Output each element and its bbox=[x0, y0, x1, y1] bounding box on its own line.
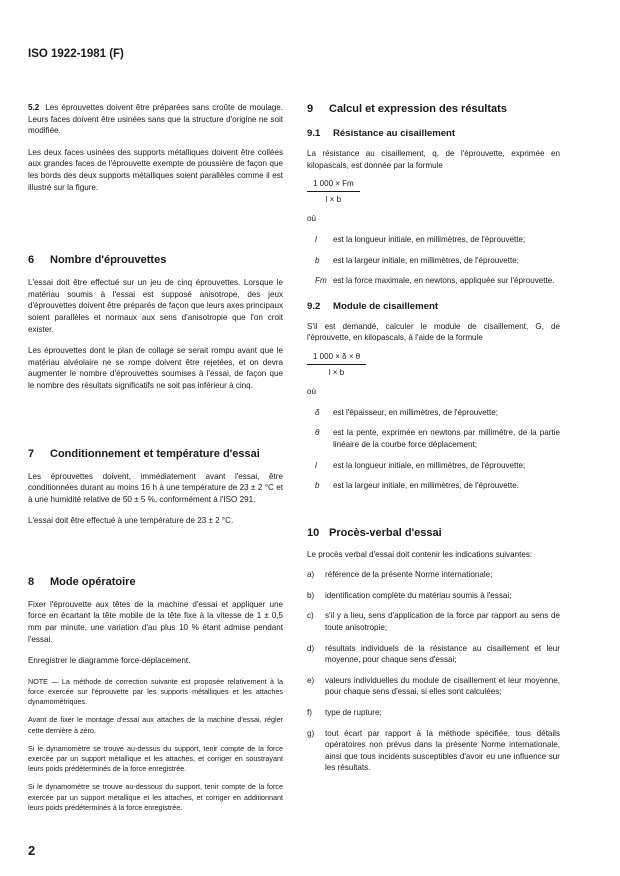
item-label: a) bbox=[307, 570, 315, 580]
symbol: b bbox=[315, 481, 320, 491]
symbol-description: est la pente, exprimée en newtons par millimètre, de la partie linéaire de la courbe force déplacement; bbox=[333, 428, 560, 449]
symbol: l bbox=[315, 234, 317, 244]
document-id: ISO 1922-1981 (F) bbox=[28, 48, 124, 60]
symbol-definition bbox=[307, 460, 560, 472]
item-label: e) bbox=[307, 675, 315, 685]
section-9-2-heading: 9.2 Module de cisaillement bbox=[307, 300, 439, 312]
section-9-1-heading: 9.1 Résistance au cisaillement bbox=[307, 128, 456, 139]
left-column bbox=[28, 102, 283, 813]
section-number: 5.2 bbox=[28, 103, 40, 112]
symbol-description: est la longueur initiale, en millimètres, de l'éprouvette; bbox=[333, 460, 526, 470]
symbol: l bbox=[315, 460, 317, 470]
section-5-2-paragraph-1: 5.2 Les éprouvettes doivent être préparées sans croûte de moulage. Leurs faces doivent être usinées sans que la structure d'origine ne soit modifiée. bbox=[28, 103, 284, 136]
symbol-definitions-9-2 bbox=[307, 407, 560, 492]
symbol-description: est l'épaisseur, en millimètres, de l'éprouvette; bbox=[333, 407, 499, 417]
symbol-description: est la force maximale, en newtons, appliquée sur l'éprouvette. bbox=[333, 276, 555, 286]
shear-modulus-formula bbox=[307, 351, 560, 378]
report-item bbox=[307, 610, 560, 633]
section-8-paragraph-1: Fixer l'éprouvette aux têtes de la machine d'essai et appliquer une force en écartant la tête mobile de la tête fixe à la vitesse de 1 ± 0,5 mm par minute, une variation d'au plus 10 % étant admise pendant l'essai. bbox=[28, 599, 283, 644]
where-label: où bbox=[307, 387, 317, 397]
section-9-2-intro: S'il est demandé, calculer le module de cisaillement, G, de l'éprouvette, en kilopascals, à l'aide de la formule bbox=[307, 321, 560, 343]
item-label: c) bbox=[307, 611, 314, 621]
section-6-heading: 6 Nombre d'éprouvettes bbox=[28, 254, 167, 267]
symbol: δ bbox=[315, 407, 320, 417]
symbol-definition bbox=[307, 427, 560, 450]
symbol: θ bbox=[315, 428, 320, 438]
symbol: Fm bbox=[315, 276, 327, 286]
shear-strength-formula bbox=[307, 178, 560, 205]
section-6-paragraph-1: L'essai doit être effectué sur un jeu de cinq éprouvettes. Lorsque le matériau soumis à l'essai est supposé anisotrope, des jeux d'éprouvettes doivent être préparés de façon que leurs axes principaux soient parallèles et normaux aux sens d'anisotropie que l'on croit exister. bbox=[28, 278, 283, 334]
symbol-description: est la longueur initiale, en millimètres, de l'éprouvette; bbox=[333, 234, 526, 244]
symbol-description: est la largeur initiale, en millimètres, de l'éprouvette; bbox=[333, 255, 519, 265]
symbol-definition bbox=[307, 234, 560, 246]
report-item bbox=[307, 643, 560, 666]
item-text: valeurs individuelles du module de cisaillement et leur moyenne, pour chaque sens d'essai, si elles sont calculées; bbox=[325, 675, 560, 697]
page-number: 2 bbox=[28, 843, 36, 858]
section-5-2-paragraph-2: Les deux faces usinées des supports métalliques doivent être collées aux grandes faces de l'éprouvette exempte de poussière de façon que les bords des deux supports métalliques soient parallèles comme il est illustré sur la figure. bbox=[28, 147, 283, 192]
section-8-note-3: Si le dynamomètre se trouve au-dessus du support, tenir compte de la force exercée par un support métallique et les attaches, et corriger en soustrayant leurs poids prédéterminés de la force enregistrée. bbox=[28, 743, 283, 774]
item-text: référence de la présente Norme internationale; bbox=[325, 570, 493, 580]
formula-numerator: 1 000 × δ × θ bbox=[307, 351, 366, 365]
section-7-paragraph-2: L'essai doit être effectué à une température de 23 ± 2 °C. bbox=[28, 516, 234, 526]
formula-numerator: 1 000 × Fm bbox=[307, 178, 360, 192]
formula-denominator: l × b bbox=[328, 367, 345, 377]
symbol-definition bbox=[307, 480, 560, 492]
item-text: s'il y a lieu, sens d'application de la force par rapport au sens de toute anisotropie; bbox=[325, 611, 560, 633]
where-label: où bbox=[307, 214, 317, 224]
section-6-paragraph-2: Les éprouvettes dont le plan de collage se serait rompu avant que le matériau alvéolaire ne se rompe doivent être rejetées, et on devra augmenter le nombre d'éprouvettes soumises à l'essai, de façon que le nombre des résultats significatifs ne soit pas inférieur à cinq. bbox=[28, 346, 283, 390]
symbol-definition bbox=[307, 407, 560, 419]
item-label: b) bbox=[307, 590, 315, 600]
section-8-note-4: Si le dynamomètre se trouve au-dessous du support, tenir compte de la force exercée par un support métallique et les attaches, et corriger en additionnant leurs poids prédéterminés à la force enregistrée. bbox=[28, 782, 283, 812]
report-item bbox=[307, 590, 560, 602]
item-text: identification complète du matériau soumis à l'essai; bbox=[325, 590, 512, 600]
formula-denominator: l × b bbox=[325, 194, 342, 204]
item-text: type de rupture; bbox=[325, 708, 382, 718]
symbol-definition bbox=[307, 255, 560, 267]
symbol-definition bbox=[307, 275, 560, 287]
section-7-paragraph-1: Les éprouvettes doivent, immédiatement avant l'essai, être conditionnées durant au moins 16 h à une température de 23 ± 2 °C et à une humidité relative de 50 ± 5 %, conformément à l'ISO 291. bbox=[28, 471, 283, 504]
item-text: tout écart par rapport à la méthode spécifiée, tous détails opératoires non prévus dans la présente Norme internationale, ainsi que tous incidents susceptibles d'avoir eu une influence sur les résultats. bbox=[325, 728, 560, 773]
section-8-note-1: NOTE — La méthode de correction suivante est proposée relativement à la force exercée sur l'éprouvette par les supports métalliques et les attaches dynamométriques. bbox=[28, 676, 283, 707]
right-column bbox=[307, 102, 560, 774]
report-item bbox=[307, 675, 560, 698]
section-8-heading: 8 Mode opératoire bbox=[28, 575, 136, 588]
symbol: b bbox=[315, 255, 320, 265]
symbol-description: est la largeur initiale, en millimètres, de l'éprouvette. bbox=[333, 481, 519, 491]
report-items-list bbox=[307, 569, 560, 774]
section-9-heading: 9 Calcul et expression des résultats bbox=[307, 103, 507, 115]
item-label: g) bbox=[307, 728, 315, 738]
item-label: f) bbox=[307, 708, 312, 718]
section-8-paragraph-2: Enregistrer le diagramme force-déplacement. bbox=[28, 656, 191, 666]
report-item bbox=[307, 569, 560, 581]
item-text: résultats individuels de la résistance au cisaillement et leur moyenne, pour chaque sens d'essai; bbox=[325, 643, 560, 665]
section-10-intro: Le procès verbal d'essai doit contenir les indications suivantes: bbox=[307, 549, 533, 559]
section-8-note-2: Avant de fixer le montage d'essai aux attaches de la machine d'essai, régler cette dernière à zéro. bbox=[28, 715, 283, 735]
section-7-heading: 7 Conditionnement et température d'essai bbox=[28, 447, 260, 460]
report-item bbox=[307, 728, 560, 774]
section-10-heading: 10 Procès-verbal d'essai bbox=[307, 526, 442, 539]
section-9-1-intro: La résistance au cisaillement, q, de l'éprouvette, exprimée en kilopascals, est donnée par la formule bbox=[307, 149, 560, 170]
symbol-definitions-9-1 bbox=[307, 234, 560, 287]
item-label: d) bbox=[307, 643, 315, 653]
report-item bbox=[307, 707, 560, 719]
